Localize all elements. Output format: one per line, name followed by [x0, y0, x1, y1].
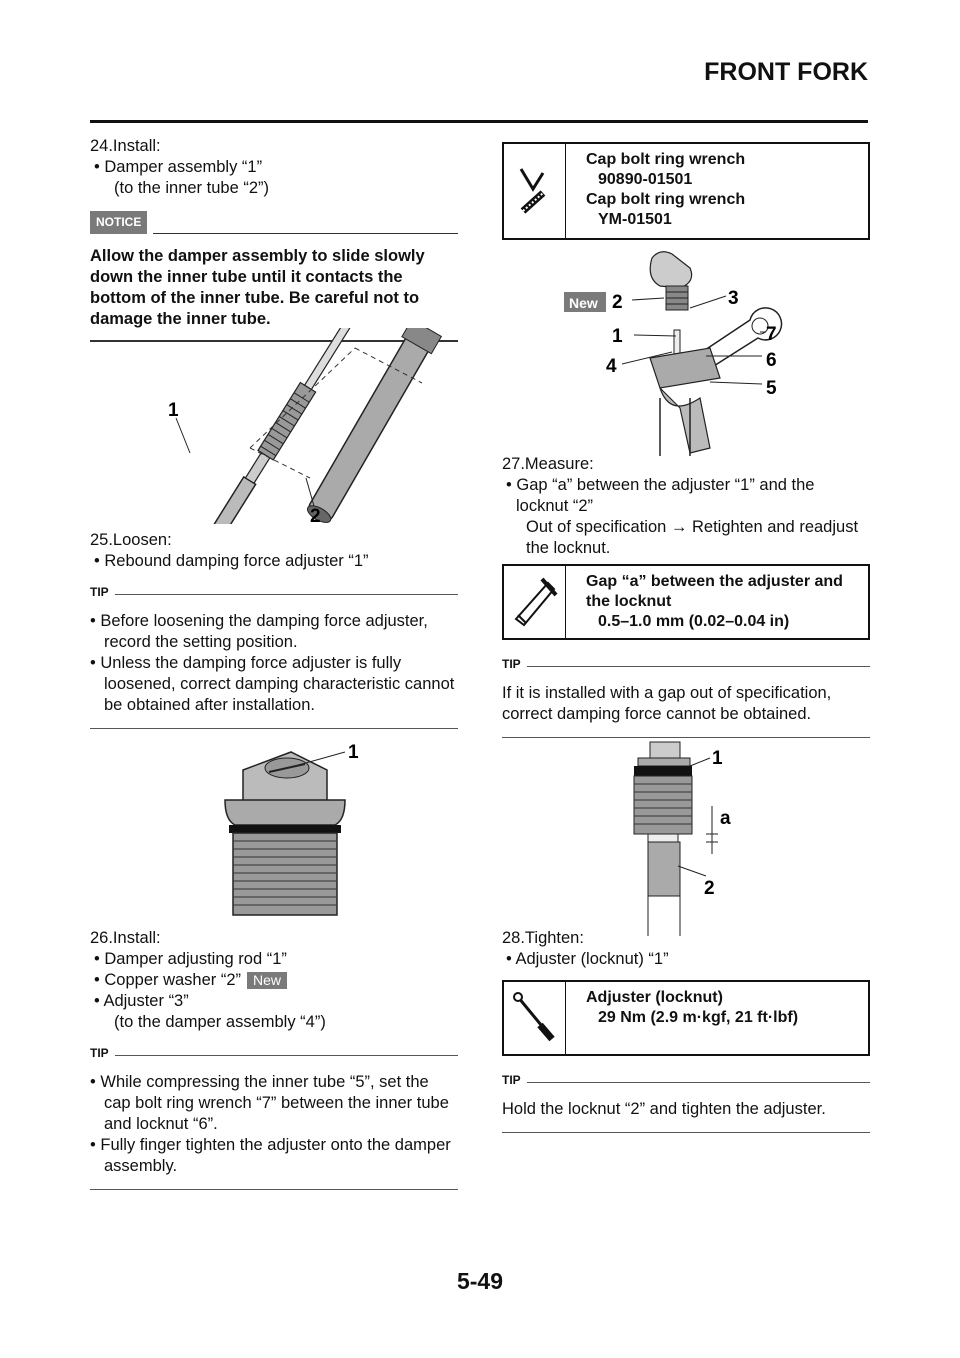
step-25-heading: 25.Loosen:: [90, 531, 172, 549]
step-27-bullet: • Gap “a” between the adjuster “1” and the locknut “2”: [502, 475, 870, 517]
tip-label: TIP: [90, 1046, 109, 1060]
torque-spec-box: [502, 980, 870, 1056]
step-25-bullet: • Rebound damping force adjuster “1”: [90, 551, 458, 572]
tip-26-body: [90, 1072, 458, 1177]
gap-spec-value: 0.5–1.0 mm (0.02–0.04 in): [598, 613, 790, 630]
right-column-step28: [502, 928, 870, 970]
tip-26-rule: [90, 1189, 458, 1190]
fig3-new-badge: New: [569, 295, 598, 311]
step-28-heading: 28.Tighten:: [502, 929, 584, 947]
rebound-adjuster-figure: [195, 730, 375, 930]
torque-spec-value: 29 Nm (2.9 m·kgf, 21 ft·lbf): [598, 1009, 799, 1026]
caliper-icon: [504, 566, 566, 638]
right-column-tip28: [502, 1060, 870, 1133]
tool-name: Cap bolt ring wrench: [586, 151, 746, 168]
step-27-heading: 27.Measure:: [502, 455, 594, 473]
tip-28-text: Hold the locknut “2” and tighten the adjuster.: [502, 1100, 826, 1118]
gap-measure-figure: [610, 736, 760, 936]
page-title: FRONT FORK: [704, 58, 868, 86]
fig4-label-2: 2: [704, 878, 715, 899]
fig3-label-6: 6: [766, 350, 777, 371]
tool-number: 90890-01501: [598, 171, 693, 188]
fig1-label-1: 1: [168, 400, 179, 421]
step-27-detail: Out of specification → Retighten and readjust the locknut.: [526, 518, 859, 557]
step-28-bullet: • Adjuster (locknut) “1”: [502, 949, 870, 970]
tip-26-item: • While compressing the inner tube “5”, set the cap bolt ring wrench “7” between the inner tube and locknut “6”.: [90, 1073, 449, 1133]
fig3-label-3: 3: [728, 288, 739, 309]
gap-spec-title: Gap “a” between the adjuster and: [586, 573, 843, 590]
tip-label: TIP: [90, 585, 109, 599]
notice-text: Allow the damper assembly to slide slowly down the inner tube until it contacts the bottom of the inner tube. Be careful not to damage the inner tube.: [90, 247, 425, 328]
tip-25-item: • Before loosening the damping force adjuster, record the setting position.: [90, 612, 428, 651]
fig3-label-2: 2: [612, 292, 623, 313]
adjuster-install-figure: [560, 248, 810, 456]
tip-25-body: [90, 611, 458, 716]
step-24-detail: (to the inner tube “2”): [114, 179, 269, 197]
torque-spec-title: Adjuster (locknut): [586, 989, 723, 1006]
tip-28-header: [502, 1070, 870, 1091]
tip-27-text: If it is installed with a gap out of specification, correct damping force cannot be obtained.: [502, 684, 832, 723]
left-column: [90, 136, 458, 342]
notice-header: [90, 211, 458, 234]
tip-label: TIP: [502, 1073, 521, 1087]
step-26-bullet: • Adjuster “3”: [90, 991, 458, 1012]
fig3-label-1: 1: [612, 326, 623, 347]
step-26-bullet: • Damper adjusting rod “1”: [90, 949, 458, 970]
left-column-lower: [90, 530, 458, 729]
right-column-tip27: [502, 644, 870, 738]
fig4-label-a: a: [720, 808, 731, 829]
fig1-label-2: 2: [310, 506, 321, 524]
step-26-bullet: • Copper washer “2” New: [90, 970, 458, 991]
notice-badge: NOTICE: [90, 211, 147, 234]
step-26-detail: (to the damper assembly “4”): [114, 1013, 326, 1031]
tip-27-header: [502, 654, 870, 675]
fig4-label-1: 1: [712, 748, 723, 769]
step-24-heading: 24.Install:: [90, 137, 161, 155]
tool-spec-box: [502, 142, 870, 240]
new-badge: New: [247, 972, 287, 989]
wrench-tool-icon: [504, 144, 566, 238]
page-number: 5-49: [456, 1268, 504, 1294]
tip-26-header: [90, 1043, 458, 1064]
tool-number: YM-01501: [598, 211, 672, 228]
tip-25-header: [90, 582, 458, 603]
left-column-bottom: [90, 928, 458, 1190]
tip-label: TIP: [502, 657, 521, 671]
gap-spec-box: [502, 564, 870, 640]
fig2-label-1: 1: [348, 742, 359, 763]
tip-25-item: • Unless the damping force adjuster is fully loosened, correct damping characteristic cannot be obtained after installation.: [90, 654, 455, 714]
tip-28-rule: [502, 1132, 870, 1133]
fig3-label-7: 7: [766, 324, 777, 345]
tip-25-rule: [90, 728, 458, 729]
tool-name: Cap bolt ring wrench: [586, 191, 746, 208]
gap-spec-title: the locknut: [586, 593, 672, 610]
right-column-step27: [502, 454, 870, 559]
fig3-label-4: 4: [606, 356, 617, 377]
step-24-bullet: • Damper assembly “1”: [90, 157, 458, 178]
header-rule: [90, 120, 868, 123]
tip-26-item: • Fully finger tighten the adjuster onto the damper assembly.: [90, 1136, 451, 1175]
step-26-heading: 26.Install:: [90, 929, 161, 947]
damper-inner-tube-figure: [130, 328, 460, 524]
torque-wrench-icon: [504, 982, 566, 1054]
fig3-label-5: 5: [766, 378, 777, 399]
